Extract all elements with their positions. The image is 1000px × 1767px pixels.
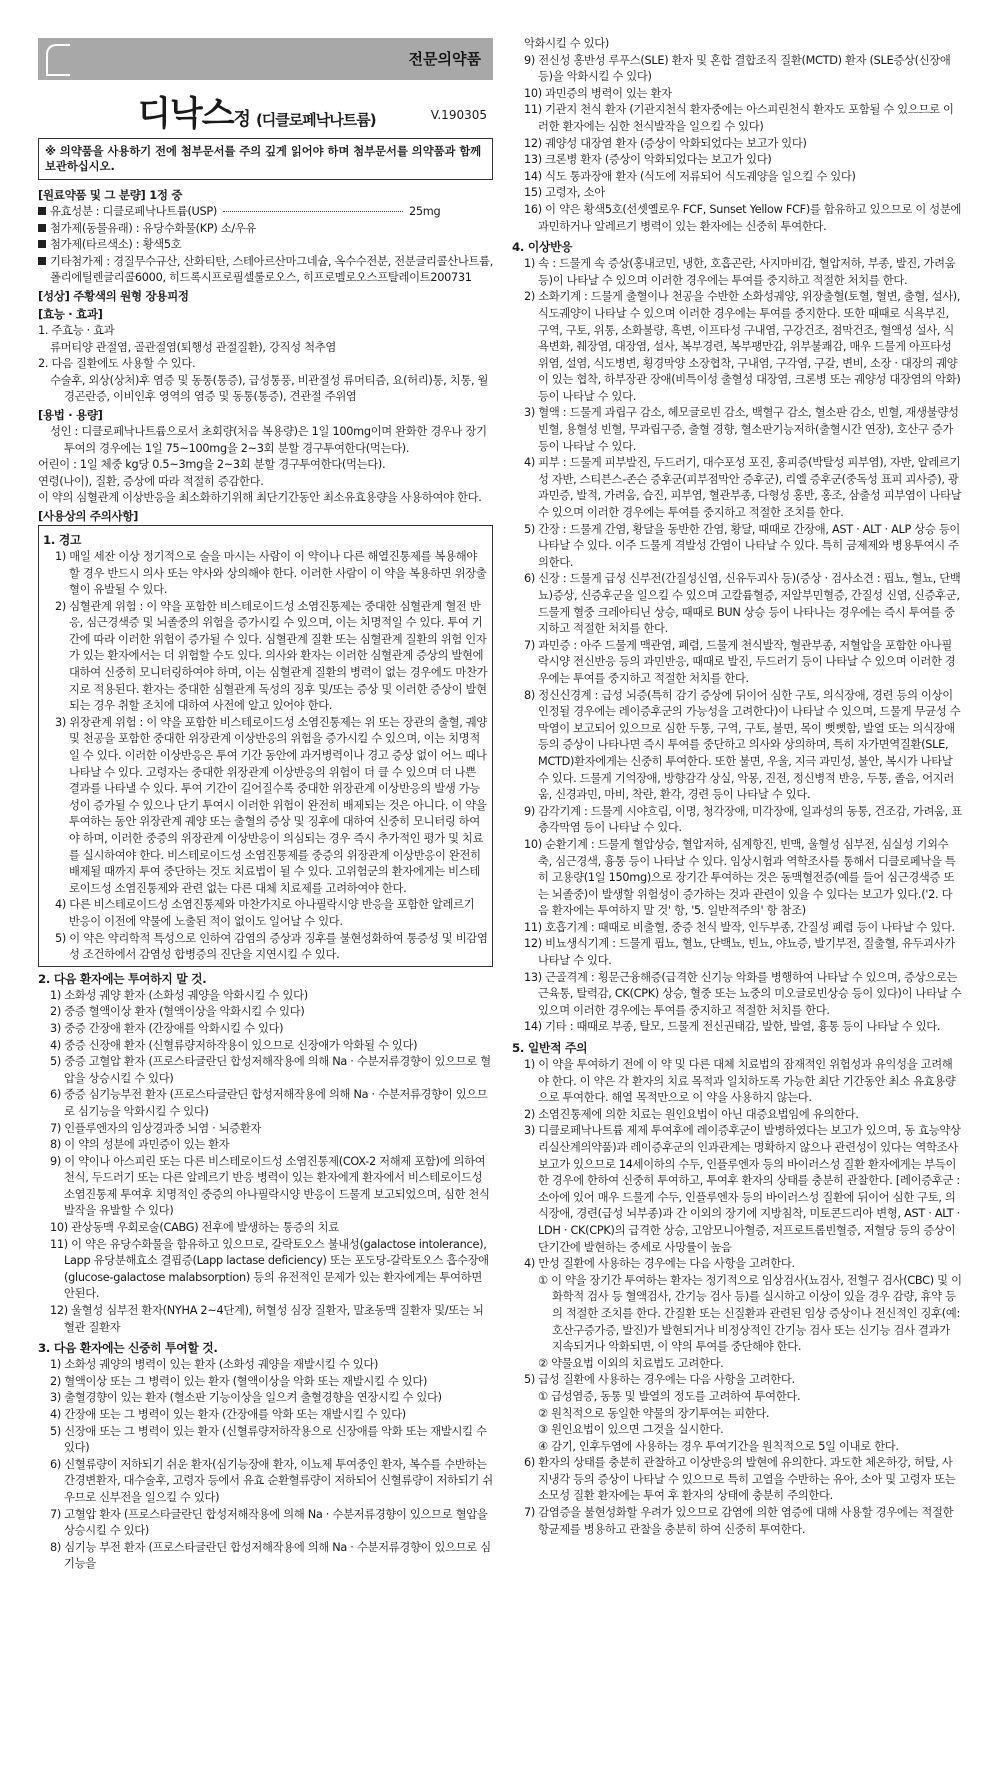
bullet-square-icon <box>38 224 46 232</box>
contraindication-item: 2) 중증 혈액이상 환자 (혈액이상을 악화시킬 수 있다) <box>50 1005 305 1019</box>
bullet-square-icon <box>38 207 46 215</box>
careful-item: 9) 전신성 홍반성 루푸스(SLE) 환자 및 혼합 결합조직 질환(MCTD) 환자 (SLE증상(신장애 등)을 악화시킬 수 있다) <box>524 53 951 84</box>
left-column <box>38 0 493 1573</box>
adverse-section <box>512 238 962 1036</box>
generic-name: (디클로페낙나트륨) <box>255 111 376 129</box>
bullet-square-icon <box>38 240 46 248</box>
adverse-item: 13) 근골격계 : 횡문근융해증(급격한 신기능 악화를 병행하여 나타날 수 있으며, 증상으로는 근육통, 탈력감, CK(CPK) 상승, 혈중 또는 뇨중의 미오글로빈상승 등이 있다)이 나타날 수 있으며 이러한 경우에는 투여를 중지하고 적절한 처치를 한다. <box>524 970 962 1017</box>
warning-item: 1) 매일 세잔 이상 정기적으로 술을 마시는 사람이 이 약이나 다른 해열진통제를 복용해야 할 경우 반드시 의사 또는 약사와 상의해야 한다. 이러한 사람이 이 약을 복용하면 위장출혈이 유발될 수 있다. <box>55 549 487 597</box>
contraindication-item: 7) 인플루엔자의 임상경과중 뇌염 · 뇌증환자 <box>50 1121 262 1135</box>
general-subitem: ① 이 약을 장기간 투여하는 환자는 정기적으로 임상검사(뇨검사, 전혈구 검사(CBC) 및 이화학적 검사 등 혈액검사, 간기능 검사 등)를 실시하고 이상이 있을 경우 감량, 휴약 등의 적절한 조치를 한다. 간질환 또는 신질환과 관련된 임상 증상이나 전신적인 징후(예: 호산구증가증, 발진)가 발현되거나 비정상적인 간기능 검사 또는 신기능 검사 결과가 지속되거나 악화되면, 이 약의 투여를 중단해야 한다. <box>538 1273 962 1354</box>
general-section <box>512 1039 962 1538</box>
careful-item: 3) 출혈경향이 있는 환자 (혈소판 기능이상을 일으켜 출혈경향을 연장시킬 수 있다) <box>50 1391 442 1405</box>
dosage-line: 어린이 : 1일 체중 kg당 0.5~3mg을 2~3회 분할 경구투여한다(먹는다). <box>38 458 386 472</box>
efficacy-section <box>38 305 493 406</box>
careful-item: 악화시킬 수 있다) <box>524 37 609 50</box>
bullet-square-icon <box>38 257 46 265</box>
precautions-heading: [사용상의 주의사항] <box>38 508 139 523</box>
contraindication-item: 6) 중증 심기능부전 환자 (프로스타글란딘 합성저해작용에 의해 Na · 수분저류경향이 있으므로 심기능을 악화시킬 수 있다) <box>50 1088 488 1118</box>
contraindication-item: 4) 중증 신장애 환자 (신혈류량저하작용이 있으므로 신장애가 악화될 수 있다) <box>50 1038 418 1052</box>
careful-item: 6) 신혈류량이 저하되기 쉬운 환자(심기능장애 환자, 이뇨제 투여중인 환자, 복수를 수반하는 간경변환자, 대수술후, 고령자 등에서 유효 순환혈류량이 저하되어 신혈류량이 저하되기 쉬우므로 신부전을 일으킬 수 있다) <box>50 1457 493 1504</box>
adverse-item: 14) 기타 : 때때로 부종, 탈모, 드물게 전신권태감, 발한, 발열, 흉통 등이 나타날 수 있다. <box>524 1020 941 1034</box>
composition-heading: [원료약품 및 그 분량] 1정 중 <box>38 188 183 202</box>
company-logo-icon <box>46 44 70 76</box>
appearance-line: [성상] 주황색의 원형 장용피정 <box>38 288 189 303</box>
careful-item: 11) 기관지 천식 환자 (기관지천식 환자중에는 아스피린천식 환자도 포함될 수 있으므로 이러한 환자에는 심한 천식발작을 일으킬 수 있다) <box>524 103 954 133</box>
contraindication-item: 3) 중증 간장애 환자 (간장애를 악화시킬 수 있다) <box>50 1021 284 1035</box>
careful-item: 2) 혈액이상 또는 그 병력이 있는 환자 (혈액이상을 악화 또는 재발시킬 수 있다) <box>50 1374 428 1388</box>
efficacy-line: 수술후, 외상(상처)후 염증 및 동통(통증), 급성통풍, 비관절성 류머티즘, 요(허리)통, 치통, 월경곤란증, 이비인후 영역의 염증 및 동통(통증), 견관절 주위염 <box>50 373 489 404</box>
general-item: 1) 이 약을 투여하기 전에 이 약 및 다른 대체 치료법의 잠재적인 위험성과 유익성을 고려해야 한다. 이 약은 각 환자의 치료 목적과 일치하도록 가능한 최단 기간동안 최소 유효용량으로 투여한다. 해열 목적만으로 이 약을 사용하지 않는다. <box>524 1058 956 1105</box>
efficacy-line: 1. 주효능 · 효과 <box>38 323 115 337</box>
title-area <box>38 80 493 138</box>
contraindication-item: 9) 이 약이나 아스피린 또는 다른 비스테로이드성 소염진통제(COX-2 저해제 포함)에 의하여 천식, 두드러기 또는 다른 알레르기 반응 병력이 있는 환자에게 환자에서 비스테로이드성 소염진통제 투여후 치명적인 중증의 아나필락시양 반응이 드물게 보고되었으며, 심한 천식발작을 유발할 수 있다) <box>50 1154 490 1218</box>
careful-item: 13) 크론병 환자 (증상이 악화되었다는 보고가 있다) <box>524 153 772 167</box>
composition-item: 첨가제(타르색소) : 황색5호 <box>38 237 493 254</box>
efficacy-heading: [효능 · 효과] <box>38 306 103 321</box>
general-item: 6) 환자의 상태를 충분히 관찰하고 이상반응의 발현에 유의한다. 과도한 체온하강, 허탈, 사지냉각 등의 증상이 나타날 수 있으므로 특히 고열을 수반하는 유아, 소아 및 고령자 또는 소모성 질환 환자에는 투여 후 환자의 상태에 충분히 주의한다. <box>524 1456 956 1503</box>
warning-item: 5) 이 약은 약리학적 특성으로 인하여 감염의 증상과 징후를 불현성화하여 통증성 및 비감염성 조건하에서 감염성 합병증의 진단을 지연시킬 수 있다. <box>55 931 488 962</box>
general-item: 2) 소염진통제에 의한 치료는 원인요법이 아닌 대증요법임에 유의한다. <box>524 1107 859 1121</box>
careful-heading: 3. 다음 환자에는 신중히 투여할 것. <box>38 1341 218 1356</box>
composition-section <box>38 186 493 305</box>
general-subitem: ② 약물요법 이외의 치료법도 고려한다. <box>538 1356 724 1370</box>
efficacy-line: 류머티양 관절염, 골관절염(퇴행성 관절질환), 강직성 척추염 <box>50 340 336 354</box>
adverse-item: 4) 피부 : 드물게 피부발진, 두드러기, 대수포성 포진, 홍피증(박탈성 피부염), 자반, 알레르기성 자반, 스티븐스-존슨 증후군(피부점막안 증후군), 리엘 증후군(중독성 표피 괴사증), 광과민증, 발적, 가려움, 습진, 피부염, 혈관부종, 다형성 홍반, 홍조, 삼출성 피부염이 나타날 수 있으며 이러한 경우에는 투여를 중지하고 적절한 조치를 한다. <box>524 456 962 520</box>
warning-item: 3) 위장관계 위험 : 이 약을 포함한 비스테로이드성 소염진통제는 위 또는 장관의 출혈, 궤양 및 천공을 포함한 중대한 위장관계 이상반응의 위험을 증가시킬 수 있으며, 이는 치명적일 수 있다. 이러한 이상반응은 투여 기간 동안에 과거병력이나 경고 증상 없이 어느 때나 나타날 수 있다. 고령자는 중대한 위장관계 이상반응의 위험이 더 클 수 있으며 더 나쁜 결과를 나타낼 수 있다. 투여 기간이 길어질수록 중대한 위장관계 이상반응의 발생 가능성이 증가될 수 있으나 단기 투여시 이러한 위험이 완전히 배제되는 것은 아니다. 이 약을 투여하는 동안 위장관계 궤양 또는 출혈의 증상 및 징후에 대하여 신중히 모니터링 하여야 하며, 이러한 중증의 위장관계 이상반응이 의심되는 경우 즉시 추가적인 평가 및 치료를 실시하여야 한다. 비스테로이드성 소염진통제를 중증의 위장관계 이상반응이 완전히 배제될 때까지 투여 중단하는 것도 치료법이 될 수 있다. 고위험군의 환자에게는 비스테로이드성 소염진통제와 관련 없는 다른 대체 치료제를 고려하여야 한다. <box>55 715 488 895</box>
general-subitem: ④ 감기, 인후두염에 사용하는 경우 투여기간을 원칙적으로 5일 이내로 한다. <box>538 1439 899 1453</box>
contraindication-item: 10) 관상동맥 우회로술(CABG) 전후에 발생하는 통증의 치료 <box>50 1221 339 1235</box>
careful-item: 7) 고혈압 환자 (프로스타글란딘 합성저해작용에 의해 Na · 수분저류경향이 있으므로 혈압을 상승시킬 수 있다) <box>50 1507 488 1538</box>
adverse-item: 12) 비뇨생식기계 : 드물게 핍뇨, 혈뇨, 단백뇨, 빈뇨, 야뇨증, 발기부전, 질출혈, 유두괴사가 나타날 수 있다. <box>524 937 955 968</box>
contraindication-item: 5) 중증 고혈압 환자 (프로스타글란딘 합성저해작용에 의해 Na · 수분저류경향이 있으므로 혈압을 상승시킬 수 있다) <box>50 1055 491 1085</box>
careful-item: 4) 간장애 또는 그 병력이 있는 환자 (간장애를 악화 또는 재발시킬 수 있다) <box>50 1408 406 1421</box>
contraindication-item: 12) 울혈성 심부전 환자(NYHA 2~4단계), 허혈성 심장 질환자, 말초동맥 질환자 및/또는 뇌혈관 질환자 <box>50 1304 484 1334</box>
dosage-line: 이 약의 심혈관계 이상반응을 최소화하기위해 최단기간동안 최소유효용량을 사용하여야 한다. <box>38 491 482 505</box>
version-label: V.190305 <box>430 108 487 122</box>
adverse-item: 11) 호흡기계 : 때때로 비출혈, 중증 천식 발작, 인두부종, 간질성 폐렴 등이 나타날 수 있다. <box>524 920 955 934</box>
adverse-item: 1) 속 : 드물게 속 증상(홍내코민, 냉한, 호흡곤란, 사지마비감, 혈압저하, 부종, 발진, 가려움 등)이 나타날 수 있으며 이러한 경우에는 투여를 중지하고 적절한 처치를 한다. <box>524 257 956 287</box>
precautions-section <box>38 507 493 1573</box>
header-banner <box>38 38 493 80</box>
rx-label: 전문의약품 <box>408 50 481 68</box>
efficacy-line: 2. 다음 질환에도 사용할 수 있다. <box>38 357 196 371</box>
careful-item: 8) 심기능 부전 환자 (프로스타글란딘 합성저해작용에 의해 Na · 수분저류경향이 있으므로 심기능을 <box>50 1540 491 1571</box>
adverse-item: 3) 혈액 : 드물게 과립구 감소, 헤모글로빈 감소, 백혈구 감소, 혈소판 감소, 빈혈, 재생불량성 빈혈, 용혈성 빈혈, 무과립구증, 출혈 경향, 혈소판기능저하(출혈시간 연장), 호산구 증가 등이 나타날 수 있다. <box>524 406 959 453</box>
careful-continued <box>512 36 962 235</box>
careful-item: 15) 고령자, 소아 <box>524 186 605 200</box>
careful-item: 1) 소화성 궤양의 병력이 있는 환자 (소화성 궤양을 재발시킬 수 있다) <box>50 1358 379 1372</box>
adverse-item: 10) 순환기계 : 드물게 혈압상승, 혈압저하, 심계항진, 빈맥, 울혈성 심부전, 심실성 기외수축, 심근경색, 흉통 등이 나타날 수 있다. 임상시험과 역학조사를 통해서 디클로페낙을 특히 고용량(1일 150mg)으로 장기간 투여하는 것은 동맥혈전증(예를 들어 심근경색증 또는 뇌졸중)이 발생할 위험성이 증가하는 것과 관련이 있을 수 있다는 보고가 있다.('2. 다음 환자에는 투여하지 말 것' 항, '5. 일반적주의' 항 참조) <box>524 837 956 918</box>
drug-suffix: 정 <box>233 109 250 130</box>
dosage-section <box>38 406 493 507</box>
general-subitem: ③ 원인요법이 있으면 그것을 실시한다. <box>538 1423 724 1437</box>
adverse-item: 2) 소화기계 : 드물게 출혈이나 천공을 수반한 소화성궤양, 위장출혈(토혈, 혈변, 출혈, 설사), 식도궤양이 나타날 수 있으며 이러한 경우에는 투여를 중지한다. 또한 때때로 식욕부진, 구역, 구토, 위통, 소화불량, 흑변, 이프타성 구내염, 구강건조, 점막건조, 혈액성 설사, 식욕변화, 췌장염, 대장염, 설사, 복부경련, 복부팽만감, 위부불쾌감, 매우 드물게 아프타성 위염, 설염, 식도병변, 횡경막양 소장협착, 구내염, 구각염, 구갈, 변비, 소장 · 대장의 궤양이 있는 협착, 하부장관 장애(비특이성 출혈성 대장염, 크론병 또는 궤양성 대장염의 악화) 등이 나타날 수 있다. <box>524 290 961 403</box>
contraindication-item: 8) 이 약의 성분에 과민증이 있는 환자 <box>50 1138 230 1152</box>
general-item: 4) 만성 질환에 사용하는 경우에는 다음 사항을 고려한다. <box>524 1257 795 1271</box>
active-ingredient: 유효성분 : 디클로페낙나트륨(USP) 25mg <box>38 204 493 221</box>
leader-dots <box>223 211 403 212</box>
general-item: 3) 디클로페낙나트륨 제제 투여후에 레이증후군이 발병하였다는 보고가 있으며, 동 효능약상리실산계의약품)과 레이증후군의 인과관계는 명확하지 않으나 관련성이 있다는 역학조사보고가 있으므로 14세이하의 수두, 인플루엔자 등의 바이러스성 질환 환자에게는 부득이한 경우에 한하여 신중히 투여하고, 투여후 환자의 상태를 충분히 관찰한다. [레이증후군 : 소아에 있어 매우 드물게 수두, 인플루엔자 등의 바이러스성 질환에 뒤이어 심한 구토, 의식장애, 경련(급성 뇌부종)과 간 이외의 장기에 지방침착, 미토콘드리아 변형, AST · ALT · LDH · CK(CPK)의 급격한 상승, 고암모니아혈증, 저프로트롬빈혈증, 저혈당 등의 증상이 단기간에 발현하는 중세로 사망률이 높음 <box>524 1124 961 1254</box>
general-item: 7) 감염증을 불현성화할 우려가 있으므로 감염에 의한 염증에 대해 사용할 경우에는 적절한 항균제를 병용하고 관찰을 충분히 하여 신중히 투여한다. <box>524 1506 954 1536</box>
active-amount: 25mg <box>409 205 441 218</box>
drug-name: 디낙스 <box>138 94 234 134</box>
warning-heading: 1. 경고 <box>43 532 82 547</box>
general-item: 5) 급성 질환에 사용하는 경우에는 다음 사항을 고려한다. <box>524 1373 795 1387</box>
right-column <box>512 36 962 1538</box>
contraindication-heading: 2. 다음 환자에는 투여하지 말 것. <box>38 971 207 986</box>
dosage-line: 연령(나이), 질환, 증상에 따라 적절히 증감한다. <box>38 474 264 488</box>
careful-item: 16) 이 약은 황색5호(선셋옐로우 FCF, Sunset Yellow FCF)를 함유하고 있으므로 이 성분에 과민하거나 알레르기 병력이 있는 환자에는 신중히 투여한다. <box>524 202 962 233</box>
composition-item: 기타첨가제 : 경질무수규산, 산화티탄, 스테아르산마그네슘, 옥수수전분, 전분글리콜산나트륨, 폴리에틸렌글리콜6000, 히드록시프로필셀룰로오스, 히프로멜로오스프탈레이트200731 <box>38 254 493 287</box>
adverse-item: 7) 과민증 : 아주 드물게 맥관염, 폐렴, 드물게 천식발작, 혈관부종, 저혈압을 포함한 아나필락시양 전신반응 등의 과민반응, 때때로 발진, 두드러기 등이 나타날 수 있으며 이러한 경우에는 투여를 중지하고 적절한 처치를 한다. <box>524 638 956 685</box>
general-subitem: ② 원칙적으로 동일한 약물의 장기투여는 피한다. <box>538 1406 770 1420</box>
adverse-heading: 4. 이상반응 <box>512 240 573 255</box>
careful-item: 12) 궤양성 대장염 환자 (증상이 악화되었다는 보고가 있다) <box>524 136 807 150</box>
warning-box <box>38 525 493 967</box>
careful-item: 10) 과민증의 병력이 있는 환자 <box>524 86 672 100</box>
adverse-item: 9) 감각기계 : 드물게 시야흐림, 이명, 청각장애, 미각장애, 일과성의 동통, 건조감, 가려움, 표층각막염 등이 나타날 수 있다. <box>524 804 962 835</box>
drug-title <box>138 86 376 135</box>
warning-item: 2) 심혈관계 위험 : 이 약을 포함한 비스테로이드성 소염진통제는 중대한 심혈관계 혈전 반응, 심근경색증 및 뇌졸중의 위험을 증가시킬 수 있으며, 이는 치명적일 수 있다. 투여 기간에 따라 이러한 위험이 증가될 수 있다. 심혈관계 질환 또는 심혈관계 질환의 위험 인자가 있는 환자에서는 더 위험할 수도 있다. 의사와 환자는 이러한 심혈관계 증상의 발현에 대하여 신중히 모니터링하여야 하며, 이는 심혈관계 질환의 병력이 없는 경우에도 마찬가지로 적용된다. 환자는 중대한 심혈관계 독성의 징후 및/또는 증상 및 이러한 증상이 발현되는 경우 취할 조치에 대하여 사전에 알고 있어야 한다. <box>55 599 488 713</box>
adverse-item: 5) 간장 : 드물게 간염, 황달을 동반한 간염, 황달, 때때로 간장애, AST · ALT · ALP 상승 등이 나타날 수 있다. 이주 드물게 격발성 간염이 나타날 수 있다. 특히 금제제와 병용투여시 주의한다. <box>524 522 961 569</box>
general-heading: 5. 일반적 주의 <box>512 1041 588 1056</box>
general-subitem: ① 급성염증, 동통 및 발열의 정도를 고려하여 투여한다. <box>538 1389 801 1403</box>
adverse-item: 6) 신장 : 드물게 급성 신부전(간질성신염, 신유두괴사 등)(증상 · 검사소견 : 핍뇨, 혈뇨, 단백뇨)증상, 신증후군을 일으킬 수 있으며 고칼륨혈증, 저알부민혈증, 간질성 신염, 신증후군, 드물게 혈중 크레아티닌 상승, 때때로 BUN 상승 등이 나타나는 경우에는 즉시 투여를 중지하고 적절한 처치를 한다. <box>524 572 961 636</box>
careful-item: 14) 식도 통과장애 환자 (식도에 저류되어 식도궤양을 일으킬 수 있다) <box>524 169 856 183</box>
careful-item: 5) 신장애 또는 그 병력이 있는 환자 (신혈류량저하작용으로 신장애를 악화 또는 재발시킬 수 있다) <box>50 1424 487 1455</box>
contraindication-item: 1) 소화성 궤양 환자 (소화성 궤양을 악화시킬 수 있다) <box>50 988 308 1002</box>
contraindication-item: 11) 이 약은 유당수화물을 함유하고 있으므로, 갈락토오스 불내성(galactose intolerance), Lapp 유당분해효소 결핍증(Lapp lactase deficiency) 또는 포도당-갈락토오스 흡수장애(glucose-galactose malabsorption) 등의 유전적인 문제가 있는 환자에게는 투여하면 안된다. <box>50 1237 489 1301</box>
dosage-line: 성인 : 디클로페낙나트륨으로서 초회량(처음 복용량)은 1일 100mg이며 완화한 경우나 장기 투여의 경우에는 1일 75~100mg을 2~3회 분할 경구투여한다(먹는다). <box>50 424 487 455</box>
notice-box: ※ 의약품을 사용하기 전에 첨부문서를 주의 깊게 읽어야 하며 첨부문서를 의약품과 함께 보관하십시오. <box>38 138 493 180</box>
dosage-heading: [용법 · 용량] <box>38 407 103 422</box>
adverse-item: 8) 정신신경계 : 급성 뇌증(특히 감기 증상에 뒤이어 심한 구토, 의식장애, 경련 등의 이상이 인정될 경우에는 레이증후군의 가능성을 고려한다)이 나타날 수 있으며, 드물게 무균성 수막염이 보고되어 있으므로 심한 두통, 구역, 구토, 불면, 목이 뻣뻣함, 발열 또는 의식장애 등의 증상이 나타나면 즉시 투여를 중단하고 의사와 상의하며, 특히 자가면역질환(SLE, MCTD)환자에게는 신중히 투여한다. 또한 불면, 우울, 지극 과민성, 불안, 복시가 나타날 수 있다. 드물게 기억장애, 방향감각 상실, 악몽, 진전, 정신병적 반응, 두통, 졸음, 어지러움, 신경과민, 마비, 착란, 환각, 경련 등이 나타날 수 있다. <box>524 688 961 802</box>
warning-item: 4) 다른 비스테로이드성 소염진통제와 마찬가지로 아나필락시양 반응을 포함한 알레르기 반응이 이전에 약물에 노출된 적이 없이도 일어날 수 있다. <box>55 898 475 928</box>
composition-item: 첨가제(동물유래) : 유당수화물(KP) 소/우유 <box>38 221 493 238</box>
